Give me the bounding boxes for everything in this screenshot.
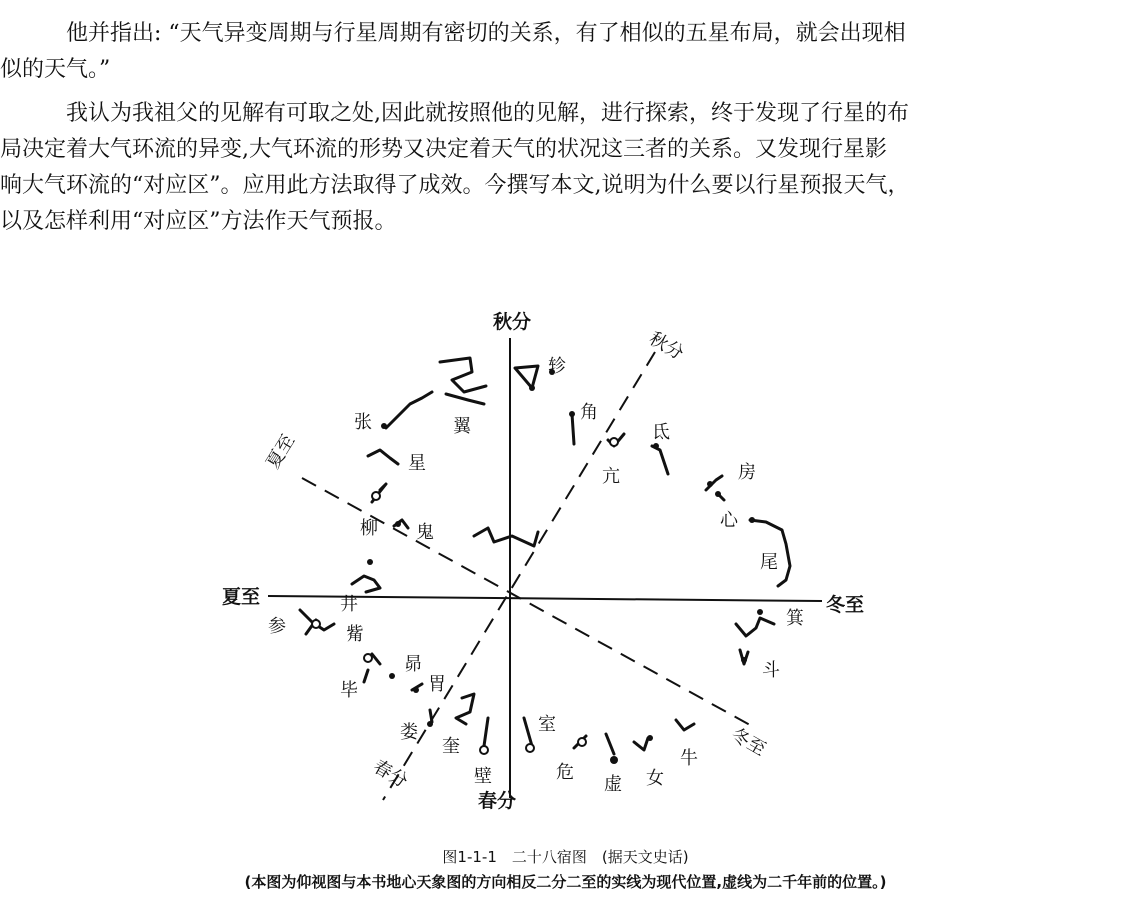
asterism-kui — [456, 694, 474, 724]
label-mansion-fang: 房 — [738, 462, 756, 483]
paragraph-1-line-1: 他并指出: “天气异变周期与行星周期有密切的关系，有了相似的五星布局，就会出现相 — [66, 21, 906, 46]
star-dots — [312, 369, 763, 764]
figure-caption-note: (本图为仰视图与本书地心天象图的方向相反二分二至的实线为现代位置,虚线为二千年前的位置。) — [244, 873, 887, 891]
label-ancient-summer-solstice: 夏至 — [262, 430, 300, 473]
label-mansion-dou: 斗 — [762, 660, 780, 681]
label-spring-equinox: 春分 — [478, 790, 517, 812]
asterism-xing — [368, 450, 398, 464]
label-mansion-mao: 昴 — [404, 654, 422, 675]
label-mansion-wei-stomach: 胃 — [428, 674, 446, 695]
twenty-eight-mansions-figure — [0, 300, 1131, 840]
paragraph-1 — [0, 16, 1120, 88]
label-mansion-yi: 翼 — [453, 416, 471, 437]
paragraph-2-line-2: 局决定着大气环流的异变,大气环流的形势又决定着天气的状况这三者的关系。又发现行星影 — [0, 137, 887, 162]
ancient-equinox-line — [383, 352, 655, 800]
label-winter-solstice: 冬至 — [826, 594, 865, 616]
asterism-yi — [440, 358, 486, 404]
asterism-jiao — [572, 414, 574, 444]
label-mansion-xin: 心 — [720, 510, 738, 531]
label-ancient-autumn-equinox: 秋分 — [645, 328, 688, 365]
label-mansion-bi-net: 毕 — [340, 680, 358, 701]
label-mansion-lou: 娄 — [400, 722, 418, 743]
paragraph-2-line-4: 以及怎样利用“对应区”方法作天气预报。 — [0, 209, 397, 234]
label-mansion-liu: 柳 — [360, 518, 378, 539]
asterism-jing — [352, 576, 380, 592]
label-mansion-nv: 女 — [646, 768, 664, 789]
paragraph-2 — [0, 96, 1120, 240]
ancient-solstice-line — [302, 478, 750, 725]
asterism-center — [474, 528, 538, 546]
asterism-lou — [430, 710, 432, 722]
label-mansion-xing: 星 — [408, 453, 426, 474]
asterism-zhang — [386, 392, 432, 428]
label-mansion-di: 氐 — [652, 422, 670, 443]
asterism-ji — [736, 618, 774, 636]
asterism-shapes — [300, 358, 790, 754]
asterism-bi — [484, 718, 488, 746]
label-summer-solstice: 夏至 — [222, 586, 261, 608]
label-ancient-spring-equinox: 春分 — [369, 756, 412, 793]
label-mansion-wei: 尾 — [760, 552, 778, 573]
asterism-shi — [524, 718, 532, 746]
label-mansion-zi: 觜 — [346, 624, 364, 645]
label-mansion-wei-danger: 危 — [556, 762, 574, 783]
label-mansion-zhang: 张 — [354, 412, 372, 433]
paragraph-2-line-1: 我认为我祖父的见解有可取之处,因此就按照他的见解，进行探索，终于发现了行星的布 — [66, 101, 909, 126]
paragraph-2-line-3: 响大气环流的“对应区”。应用此方法取得了成效。今撰写本文,说明为什么要以行星预报天气， — [0, 173, 910, 198]
label-mansion-kang: 亢 — [602, 466, 620, 487]
label-mansion-ji: 箕 — [786, 608, 804, 629]
label-mansion-shen: 参 — [268, 616, 286, 637]
label-autumn-equinox: 秋分 — [493, 311, 532, 333]
label-mansion-niu: 牛 — [680, 748, 698, 769]
asterism-nv — [634, 738, 648, 750]
label-mansion-xu: 虚 — [604, 774, 622, 795]
asterism-xu — [606, 734, 614, 754]
label-mansion-shi: 室 — [538, 714, 556, 735]
asterism-niu — [676, 720, 694, 730]
paragraph-1-line-2: 似的天气。” — [0, 57, 111, 82]
label-mansion-zhen: 轸 — [548, 356, 566, 377]
asterism-zhen — [515, 366, 538, 388]
label-mansion-jing: 井 — [340, 594, 358, 615]
label-mansion-kui: 奎 — [442, 736, 460, 757]
asterism-bi-net — [364, 670, 368, 682]
label-mansion-gui: 鬼 — [416, 522, 434, 543]
asterism-di — [652, 446, 668, 474]
label-ancient-winter-solstice: 冬至 — [727, 724, 770, 761]
label-mansion-jiao: 角 — [580, 402, 598, 423]
figure-caption-title: 图1-1-1 二十八宿图 (据天文史话) — [442, 848, 689, 866]
label-mansion-bi: 壁 — [474, 766, 492, 787]
